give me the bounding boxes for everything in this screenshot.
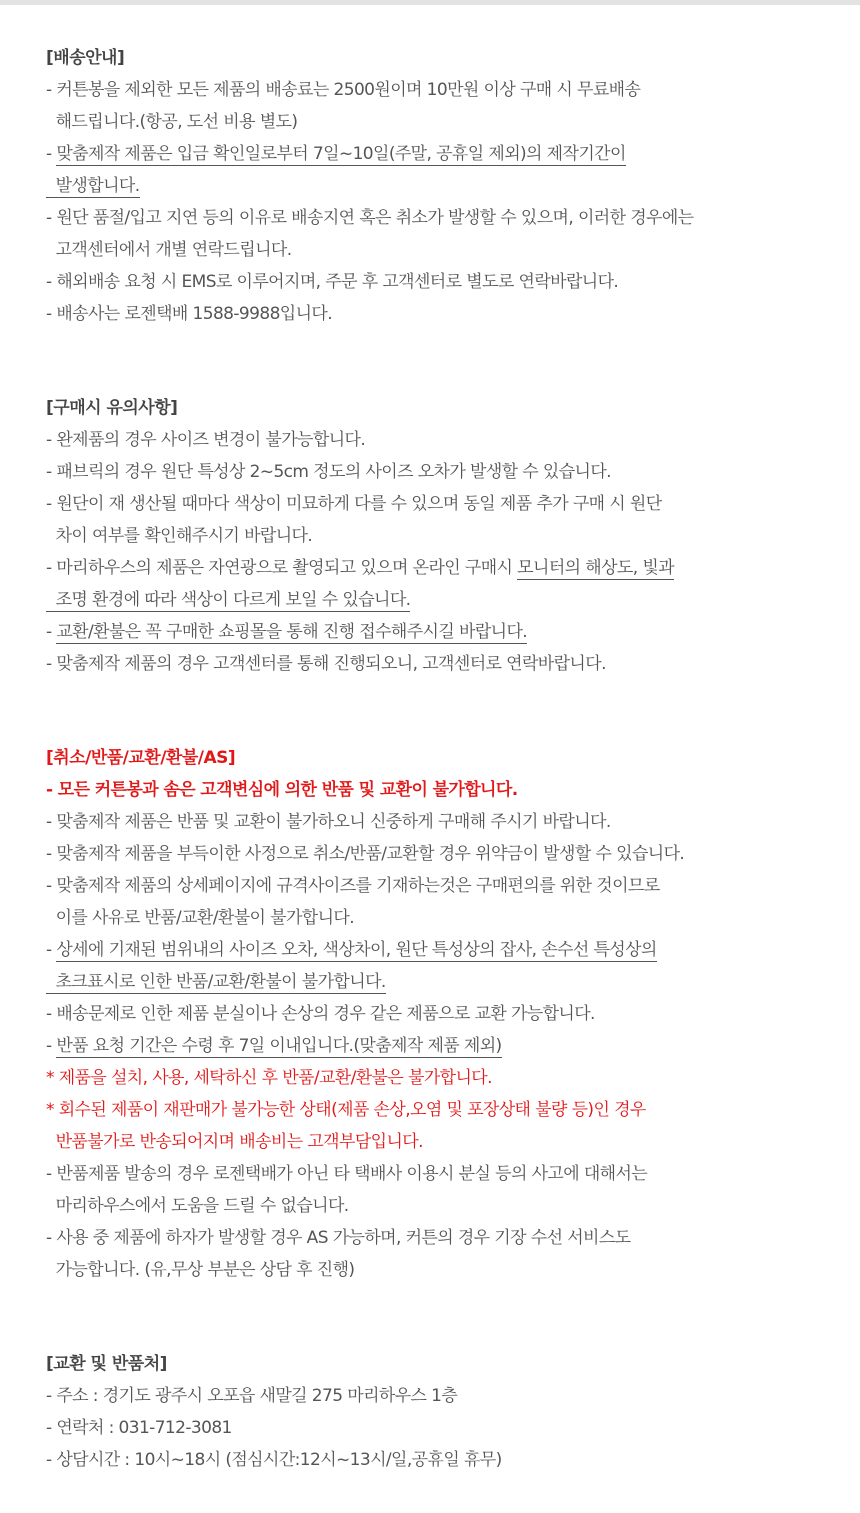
text-line: - 맞춤제작 제품의 상세페이지에 규격사이즈를 기재하는것은 구매편의를 위한 것이므로 xyxy=(46,876,660,896)
warning-line xyxy=(46,1126,846,1158)
warning-line: * 회수된 제품이 재판매가 불가능한 상태(제품 손상,오염 및 포장상태 불량 등)인 경우 xyxy=(46,1100,646,1120)
text-line: - 사용 중 제품에 하자가 발생할 경우 AS 가능하며, 커튼의 경우 기장 수선 서비스도 xyxy=(46,1228,631,1248)
underlined-text xyxy=(46,176,140,198)
underlined-text: 상세에 기재된 범위내의 사이즈 오차, 색상차이, 원단 특성상의 잡사, 손수선 특성상의 xyxy=(56,940,657,960)
underlined-text xyxy=(46,972,386,994)
text-line: - 배송사는 로젠택배 1588-9988입니다. xyxy=(46,304,333,324)
text-line xyxy=(46,1190,846,1222)
text-line: - 배송문제로 인한 제품 분실이나 손상의 경우 같은 제품으로 교환 가능합니다. xyxy=(46,1004,595,1024)
text-span: 반품불가로 반송되어지며 배송비는 고객부담입니다. xyxy=(55,1132,423,1152)
section-title-return-address: [교환 및 반품처] xyxy=(46,1354,167,1374)
text-span: 초크표시로 인한 반품/교환/환불이 불가합니다. xyxy=(55,972,386,992)
text-line: - 맞춤제작 제품을 부득이한 사정으로 취소/반품/교환할 경우 위약금이 발생할 수 있습니다. xyxy=(46,844,685,864)
top-divider xyxy=(0,0,860,5)
section-title-returns: [취소/반품/교환/환불/AS] xyxy=(46,748,236,768)
text-line xyxy=(46,934,846,966)
text-line xyxy=(46,1030,846,1062)
text-line: - 해외배송 요청 시 EMS로 이루어지며, 주문 후 고객센터로 별도로 연락바랍니다. xyxy=(46,272,619,292)
text-span: 이를 사유로 반품/교환/환불이 불가합니다. xyxy=(55,908,355,928)
warning-line: * 제품을 설치, 사용, 세탁하신 후 반품/교환/환불은 불가합니다. xyxy=(46,1068,492,1088)
text-line: - 원단이 재 생산될 때마다 색상이 미묘하게 다를 수 있으며 동일 제품 추가 구매 시 원단 xyxy=(46,494,662,514)
text-line xyxy=(46,1254,846,1286)
underlined-text: 모니터의 해상도, 빛과 xyxy=(517,558,674,578)
text-span: - xyxy=(46,144,57,164)
text-span: 마리하우스에서 도움을 드릴 수 없습니다. xyxy=(55,1196,349,1216)
address-line: - 주소 : 경기도 광주시 오포읍 새말길 275 마리하우스 1층 xyxy=(46,1386,458,1406)
underlined-text xyxy=(46,590,410,612)
warning-line: - 모든 커튼봉과 솜은 고객변심에 의한 반품 및 교환이 불가합니다. xyxy=(46,780,518,800)
text-span: - xyxy=(46,1036,57,1056)
section-spacer xyxy=(46,680,846,742)
text-line xyxy=(46,552,846,584)
text-line xyxy=(46,106,846,138)
text-line: - 반품제품 발송의 경우 로젠택배가 아닌 타 택배사 이용시 분실 등의 사고에 대해서는 xyxy=(46,1164,648,1184)
text-span: 가능합니다. (유,무상 부분은 상담 후 진행) xyxy=(55,1260,355,1280)
section-shipping xyxy=(46,42,846,330)
text-line xyxy=(46,234,846,266)
text-line: - 맞춤제작 제품의 경우 고객센터를 통해 진행되오니, 고객센터로 연락바랍니다. xyxy=(46,654,606,674)
text-line: - 원단 품절/입고 지연 등의 이유로 배송지연 혹은 취소가 발생할 수 있으며, 이러한 경우에는 xyxy=(46,208,694,228)
text-span: 고객센터에서 개별 연락드립니다. xyxy=(55,240,292,260)
hours-line: - 상담시간 : 10시~18시 (점심시간:12시~13시/일,공휴일 휴무) xyxy=(46,1450,502,1470)
text-span: 발생합니다. xyxy=(55,176,140,196)
text-line xyxy=(46,138,846,170)
section-title-shipping: [배송안내] xyxy=(46,48,125,68)
section-spacer xyxy=(46,1286,846,1348)
text-line: - 완제품의 경우 사이즈 변경이 불가능합니다. xyxy=(46,430,366,450)
text-line xyxy=(46,584,846,616)
text-line xyxy=(46,616,846,648)
text-line xyxy=(46,966,846,998)
text-line: - 커튼봉을 제외한 모든 제품의 배송료는 2500원이며 10만원 이상 구매 시 무료배송 xyxy=(46,80,641,100)
text-line xyxy=(46,170,846,202)
section-returns xyxy=(46,742,846,1286)
text-line xyxy=(46,520,846,552)
section-spacer xyxy=(46,330,846,392)
text-span: - 마리하우스의 제품은 자연광으로 촬영되고 있으며 온라인 구매시 xyxy=(46,558,518,578)
section-purchase-notes xyxy=(46,392,846,680)
text-span: 해드립니다.(항공, 도선 비용 별도) xyxy=(55,112,298,132)
text-line: - 패브릭의 경우 원단 특성상 2~5cm 정도의 사이즈 오차가 발생할 수 있습니다. xyxy=(46,462,611,482)
section-return-address xyxy=(46,1348,846,1476)
section-title-purchase-notes: [구매시 유의사항] xyxy=(46,398,178,418)
underlined-text: 맞춤제작 제품은 입금 확인일로부터 7일~10일(주말, 공휴일 제외)의 제작기간이 xyxy=(56,144,626,164)
text-line xyxy=(46,902,846,934)
phone-line: - 연락처 : 031-712-3081 xyxy=(46,1418,232,1438)
text-span: - xyxy=(46,622,57,642)
notice-content xyxy=(46,42,846,1476)
underlined-text: 반품 요청 기간은 수령 후 7일 이내입니다.(맞춤제작 제품 제외) xyxy=(56,1036,502,1056)
text-span: 조명 환경에 따라 색상이 다르게 보일 수 있습니다. xyxy=(55,590,411,610)
underlined-text: 교환/환불은 꼭 구매한 쇼핑몰을 통해 진행 접수해주시길 바랍니다. xyxy=(56,622,528,642)
text-span: - xyxy=(46,940,57,960)
text-line: - 맞춤제작 제품은 반품 및 교환이 불가하오니 신중하게 구매해 주시기 바랍니다. xyxy=(46,812,611,832)
text-span: 차이 여부를 확인해주시기 바랍니다. xyxy=(55,526,313,546)
